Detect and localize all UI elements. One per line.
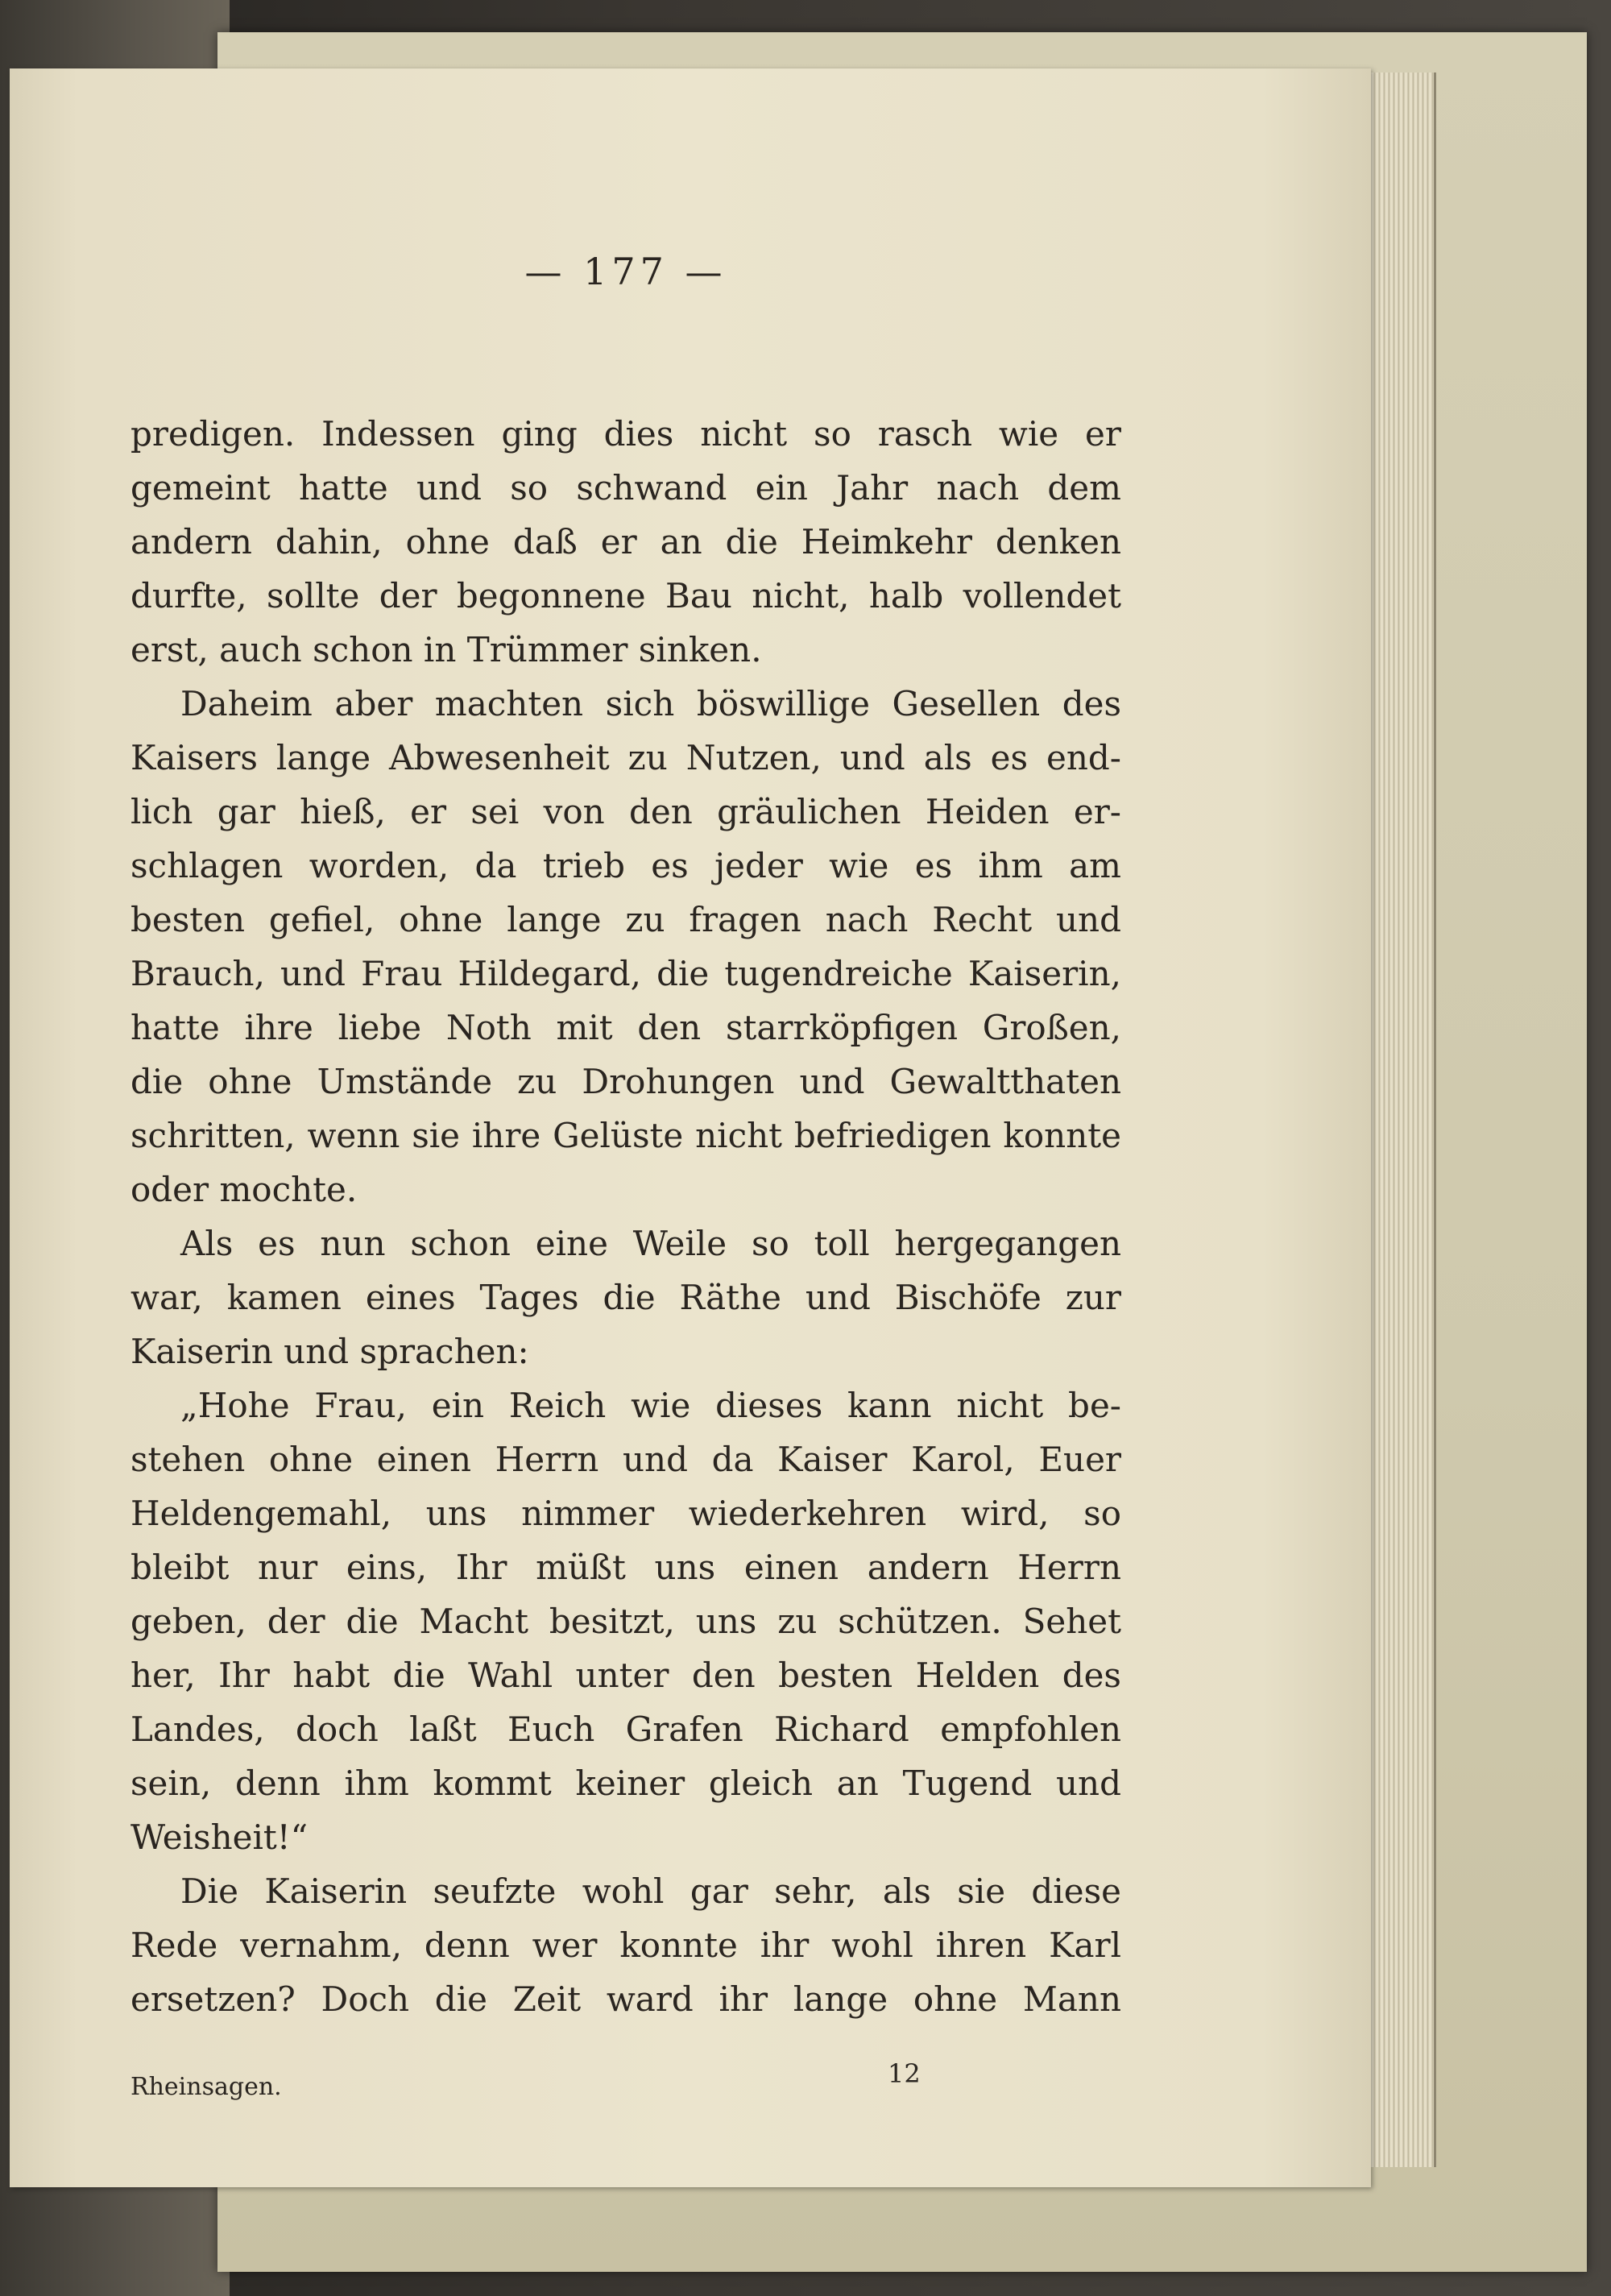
- text-line: hatte ihre liebe Noth mit den starrköpfigen Großen,: [130, 1008, 1121, 1047]
- text-line: besten gefiel, ohne lange zu fragen nach Recht und: [130, 900, 1121, 939]
- text-line: sein, denn ihm kommt keiner gleich an Tugend und: [130, 1763, 1121, 1803]
- text-line: schritten, wenn sie ihre Gelüste nicht befriedigen konnte: [130, 1116, 1121, 1155]
- text-line: war, kamen eines Tages die Räthe und Bischöfe zur: [130, 1278, 1121, 1317]
- text-line: lich gar hieß, er sei von den gräulichen Heiden er-: [130, 792, 1121, 831]
- text-line: Heldengemahl, uns nimmer wiederkehren wird, so: [130, 1494, 1121, 1533]
- text-line: Brauch, und Frau Hildegard, die tugendreiche Kaiserin,: [130, 954, 1121, 993]
- text-line: geben, der die Macht besitzt, uns zu schützen. Sehet: [130, 1602, 1121, 1641]
- footer-signature: Rheinsagen.: [130, 2073, 282, 2101]
- text-line: Daheim aber machten sich böswillige Gesellen des: [180, 684, 1121, 723]
- text-line: Weisheit!“: [130, 1817, 309, 1857]
- text-line: Landes, doch laßt Euch Grafen Richard empfohlen: [130, 1710, 1121, 1749]
- text-line: die ohne Umstände zu Drohungen und Gewaltthaten: [130, 1062, 1121, 1101]
- text-line: Kaisers lange Abwesenheit zu Nutzen, und als es end-: [130, 738, 1121, 777]
- page-footer: [130, 2058, 1121, 2107]
- text-line: gemeint hatte und so schwand ein Jahr nach dem: [130, 468, 1121, 508]
- sheet-number: 12: [888, 2058, 921, 2089]
- text-line: predigen. Indessen ging dies nicht so rasch wie er: [130, 414, 1121, 454]
- text-line: Als es nun schon eine Weile so toll hergegangen: [180, 1224, 1121, 1263]
- text-line: stehen ohne einen Herrn und da Kaiser Karol, Euer: [130, 1440, 1121, 1479]
- text-line: bleibt nur eins, Ihr müßt uns einen andern Herrn: [130, 1548, 1121, 1587]
- text-line: durfte, sollte der begonnene Bau nicht, halb vollendet: [130, 576, 1121, 615]
- text-line: oder mochte.: [130, 1170, 358, 1209]
- text-line: erst, auch schon in Trümmer sinken.: [130, 630, 762, 669]
- text-line: Kaiserin und sprachen:: [130, 1332, 529, 1371]
- book-page: [10, 68, 1371, 2187]
- text-line: schlagen worden, da trieb es jeder wie es ihm am: [130, 846, 1121, 885]
- page-number-header: — 177 —: [524, 250, 727, 293]
- text-line: „Hohe Frau, ein Reich wie dieses kann nicht be-: [180, 1386, 1121, 1425]
- text-line: Rede vernahm, denn wer konnte ihr wohl ihren Karl: [130, 1925, 1121, 1965]
- body-text: [130, 407, 1121, 2026]
- text-line: her, Ihr habt die Wahl unter den besten Helden des: [130, 1656, 1121, 1695]
- text-line: ersetzen? Doch die Zeit ward ihr lange ohne Mann: [130, 1979, 1121, 2019]
- text-line: andern dahin, ohne daß er an die Heimkehr denken: [130, 522, 1121, 562]
- text-line: Die Kaiserin seufzte wohl gar sehr, als sie diese: [180, 1871, 1121, 1911]
